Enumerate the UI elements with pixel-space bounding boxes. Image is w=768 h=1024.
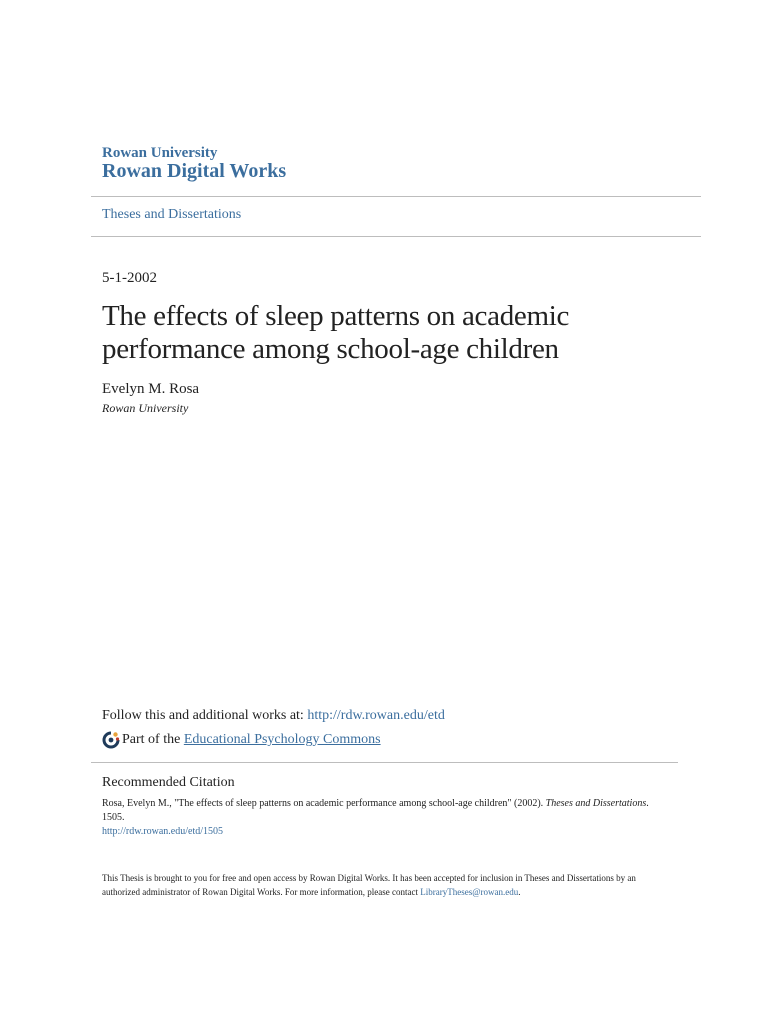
- citation-url-link[interactable]: http://rdw.rowan.edu/etd/1505: [102, 826, 223, 837]
- citation-body: [102, 797, 672, 839]
- citation-text: Rosa, Evelyn M., "The effects of sleep patterns on academic performance among school-age children" (2002).: [102, 798, 546, 809]
- follow-label: Follow this and additional works at:: [102, 708, 308, 723]
- series-link[interactable]: Theses and Dissertations: [102, 207, 242, 222]
- repository-name[interactable]: Rowan Digital Works: [102, 160, 287, 182]
- header-divider-top: [91, 196, 701, 197]
- commons-link[interactable]: Educational Psychology Commons: [183, 732, 381, 747]
- institution-name[interactable]: Rowan University: [102, 145, 218, 161]
- header-divider-bottom: [91, 236, 701, 237]
- follow-line: [102, 708, 445, 724]
- access-notice: [102, 871, 662, 899]
- author-affiliation: Rowan University: [102, 401, 189, 415]
- commons-network-icon: [102, 731, 120, 749]
- citation-heading: Recommended Citation: [102, 775, 235, 790]
- document-title: The effects of sleep patterns on academic performance among school-age children: [102, 300, 570, 365]
- citation-number: . 1505.: [102, 798, 649, 823]
- access-notice-text: This Thesis is brought to you for free and open access by Rowan Digital Works. It has been accepted for inclusion in Theses and Dissertations by an authorized administrator of Rowan Digital Works. For more information, please contact: [102, 873, 636, 897]
- contact-email-link[interactable]: LibraryTheses@rowan.edu: [420, 887, 519, 897]
- access-notice-end: .: [518, 887, 521, 897]
- follow-url-link[interactable]: http://rdw.rowan.edu/etd: [307, 708, 445, 723]
- citation-series: Theses and Dissertations: [545, 798, 647, 809]
- author-name: Evelyn M. Rosa: [102, 381, 200, 397]
- part-of-line: [102, 731, 381, 749]
- publication-date: 5-1-2002: [102, 270, 157, 286]
- part-of-label: Part of the: [122, 732, 181, 747]
- citation-divider: [91, 762, 678, 763]
